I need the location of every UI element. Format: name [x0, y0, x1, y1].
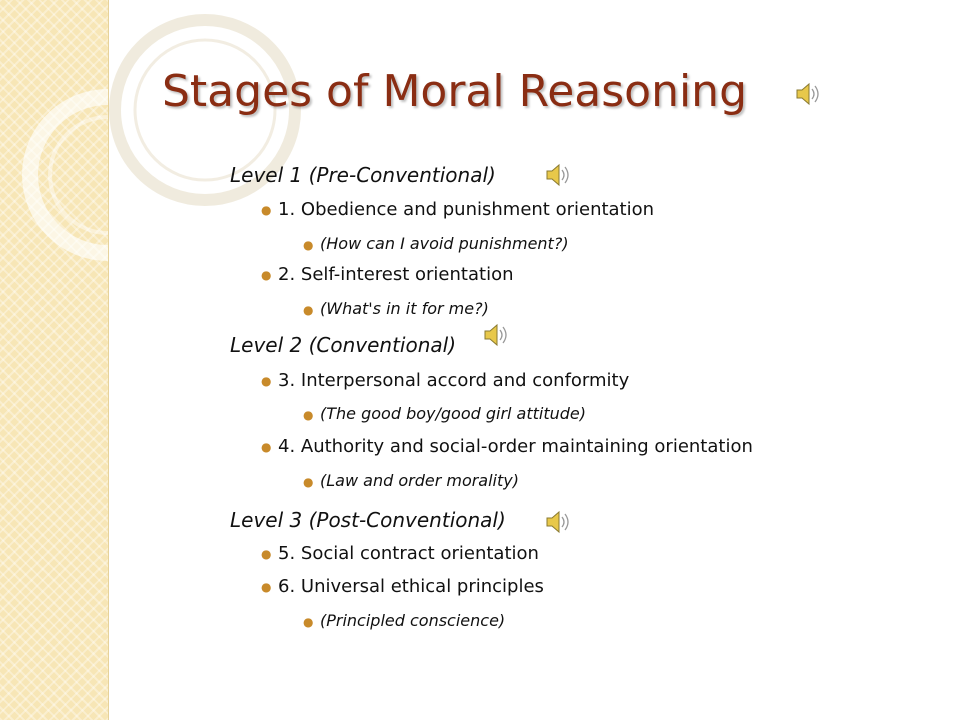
speaker-icon[interactable]: [795, 82, 821, 106]
speaker-icon[interactable]: [545, 510, 571, 534]
bullet-dot-icon: ●: [261, 580, 272, 594]
bullet-dot-icon: ●: [303, 615, 314, 629]
stage-2-item: ● 2. Self-interest orientation: [261, 264, 514, 285]
stage-5-item: ● 5. Social contract orientation: [261, 543, 539, 564]
level-2-heading: Level 2 (Conventional): [230, 333, 457, 357]
stage-1-item: ● 1. Obedience and punishment orientation: [261, 199, 655, 220]
stage-6-note: ● (Principled conscience): [303, 611, 506, 630]
stage-3-note: ● (The good boy/good girl attitude): [303, 404, 587, 423]
bullet-dot-icon: ●: [303, 238, 314, 252]
stage-1-note: ● (How can I avoid punishment?): [303, 234, 569, 253]
stage-4-item: ● 4. Authority and social-order maintaining orientation: [261, 436, 753, 457]
bullet-dot-icon: ●: [303, 303, 314, 317]
bullet-dot-icon: ●: [303, 408, 314, 422]
stage-6-item: ● 6. Universal ethical principles: [261, 576, 544, 597]
bullet-dot-icon: ●: [261, 547, 272, 561]
bullet-dot-icon: ●: [261, 268, 272, 282]
decorative-circles: [0, 0, 108, 720]
stage-2-note: ● (What's in it for me?): [303, 299, 489, 318]
speaker-icon[interactable]: [545, 163, 571, 187]
level-1-heading: Level 1 (Pre-Conventional): [230, 163, 496, 187]
bullet-dot-icon: ●: [261, 203, 272, 217]
decorative-side-panel: [0, 0, 109, 720]
slide-title: Stages of Moral Reasoning: [162, 66, 747, 117]
level-3-heading: Level 3 (Post-Conventional): [230, 508, 506, 532]
stage-4-note: ● (Law and order morality): [303, 471, 519, 490]
stage-3-item: ● 3. Interpersonal accord and conformity: [261, 370, 630, 391]
bullet-dot-icon: ●: [303, 475, 314, 489]
bullet-dot-icon: ●: [261, 440, 272, 454]
speaker-icon[interactable]: [483, 323, 509, 347]
bullet-dot-icon: ●: [261, 374, 272, 388]
